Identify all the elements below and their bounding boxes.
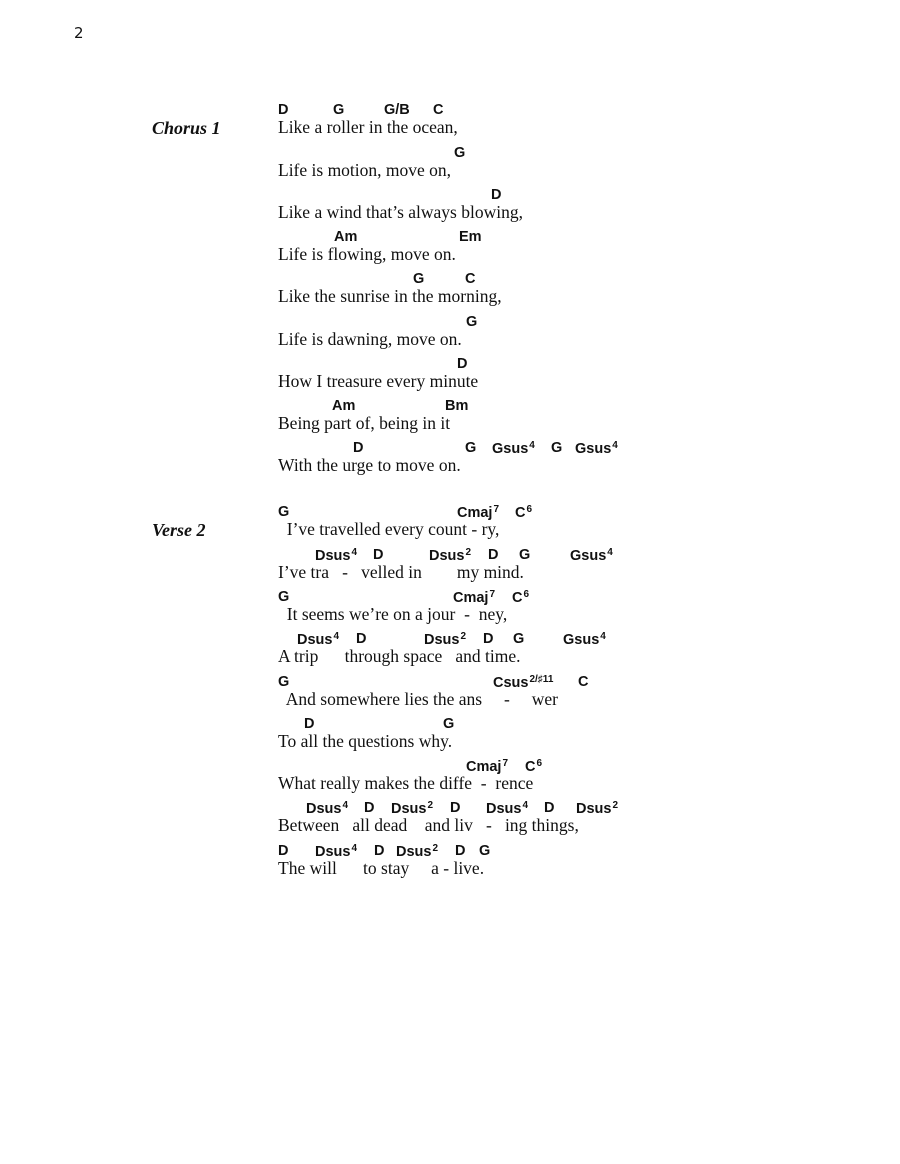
lyric-line: Being part of, being in it: [278, 413, 451, 433]
chord: D: [455, 843, 466, 859]
lyric-line: Like the sunrise in the morning,: [278, 286, 502, 306]
chord-extension: 2: [427, 800, 434, 811]
lyric-line: With the urge to move on.: [278, 455, 461, 475]
chord-extension: 7: [502, 758, 509, 769]
chord-extension: 4: [351, 547, 358, 558]
chord: D: [278, 843, 289, 859]
chord: G: [454, 145, 466, 161]
chord: G: [333, 102, 345, 118]
chord: D: [373, 547, 384, 563]
chord: [570, 548, 613, 564]
chord: D: [356, 631, 367, 647]
chord: G: [513, 631, 525, 647]
chord-base: Dsus: [396, 844, 432, 860]
chord: D: [278, 102, 289, 118]
chord: Em: [459, 229, 482, 245]
chord-base: C: [512, 590, 523, 606]
chord: D: [374, 843, 385, 859]
chord-extension: 2/♯11: [529, 674, 554, 685]
page-number: 2: [74, 24, 84, 42]
chord: D: [364, 800, 375, 816]
chord: D: [353, 440, 364, 456]
chord: G: [466, 314, 478, 330]
chord: D: [488, 547, 499, 563]
chord: Bm: [445, 398, 469, 414]
section-label-chorus-1: Chorus 1: [152, 118, 221, 138]
chord-extension: 2: [612, 800, 619, 811]
chord: D: [483, 631, 494, 647]
chord: G: [465, 440, 477, 456]
chord: [575, 441, 618, 457]
lyric-line: Life is flowing, move on.: [278, 244, 456, 264]
chord-extension: 2: [460, 631, 467, 642]
chord: D: [457, 356, 468, 372]
chord-base: Dsus: [576, 801, 612, 817]
lyric-line: I’ve travelled every count - ry,: [278, 519, 500, 539]
lyric-line: What really makes the diffe - rence: [278, 773, 534, 793]
lyric-line: Like a roller in the ocean,: [278, 117, 458, 137]
lyric-line: To all the questions why.: [278, 731, 453, 751]
chord: [515, 505, 532, 521]
chord: G: [519, 547, 531, 563]
chord: G: [278, 504, 290, 520]
chord-extension: 2: [465, 547, 472, 558]
lyric-line: How I treasure every minute: [278, 371, 479, 391]
chord: G: [278, 589, 290, 605]
chord-base: Dsus: [315, 548, 351, 564]
chord-extension: 4: [333, 631, 340, 642]
chord-base: Dsus: [315, 844, 351, 860]
chord-base: Cmaj: [466, 759, 502, 775]
chord-extension: 4: [600, 631, 606, 642]
chord: G/B: [384, 102, 410, 118]
chord: C: [433, 102, 444, 118]
lyric-line: I’ve tra - velled in my mind.: [278, 562, 524, 582]
chord: D: [304, 716, 315, 732]
chord-base: Dsus: [306, 801, 342, 817]
chord-extension: 4: [607, 547, 613, 558]
chord: C: [465, 271, 476, 287]
chord-extension: 4: [351, 843, 358, 854]
chord-base: Dsus: [486, 801, 522, 817]
chord: D: [491, 187, 502, 203]
chord-base: Dsus: [391, 801, 427, 817]
chord-base: C: [515, 505, 526, 521]
lyric-line: And somewhere lies the ans - wer: [278, 689, 558, 709]
chord-extension: 7: [489, 589, 496, 600]
chord: Am: [332, 398, 356, 414]
section-label-verse-2: Verse 2: [152, 520, 206, 540]
chord-extension: 7: [493, 504, 500, 515]
chord-extension: 6: [526, 504, 533, 515]
chord: C: [578, 674, 589, 690]
chord-base: Gsus: [575, 441, 612, 457]
chord: D: [450, 800, 461, 816]
chord: G: [443, 716, 455, 732]
chord-base: Dsus: [429, 548, 465, 564]
chord: D: [544, 800, 555, 816]
chord-extension: 4: [529, 440, 535, 451]
chord: [576, 801, 618, 817]
chord-extension: 6: [523, 589, 530, 600]
chord: G: [413, 271, 425, 287]
chord: [563, 632, 606, 648]
chord-base: Gsus: [492, 441, 529, 457]
chord: G: [278, 674, 290, 690]
chord-base: Gsus: [563, 632, 600, 648]
chord: [512, 590, 529, 606]
chord-base: Dsus: [424, 632, 460, 648]
chord-base: C: [525, 759, 536, 775]
lyric-line: A trip through space and time.: [278, 646, 521, 666]
chord-extension: 4: [612, 440, 618, 451]
chord-base: Cmaj: [453, 590, 489, 606]
lyric-line: Between all dead and liv - ing things,: [278, 815, 579, 835]
chord: Am: [334, 229, 358, 245]
chord-extension: 4: [522, 800, 529, 811]
chord-base: Csus: [493, 675, 529, 691]
lyric-line: Life is dawning, move on.: [278, 329, 462, 349]
chord-base: Gsus: [570, 548, 607, 564]
chord: G: [479, 843, 491, 859]
chord: [492, 441, 535, 457]
chord: G: [551, 440, 563, 456]
chord-extension: 2: [432, 843, 439, 854]
lyric-line: Life is motion, move on,: [278, 160, 452, 180]
lyric-line: The will to stay a - live.: [278, 858, 485, 878]
chord-base: Cmaj: [457, 505, 493, 521]
lyric-line: Like a wind that’s always blowing,: [278, 202, 523, 222]
chord-base: Dsus: [297, 632, 333, 648]
chord-extension: 6: [536, 758, 543, 769]
chord-extension: 4: [342, 800, 349, 811]
lyric-line: It seems we’re on a jour - ney,: [278, 604, 508, 624]
